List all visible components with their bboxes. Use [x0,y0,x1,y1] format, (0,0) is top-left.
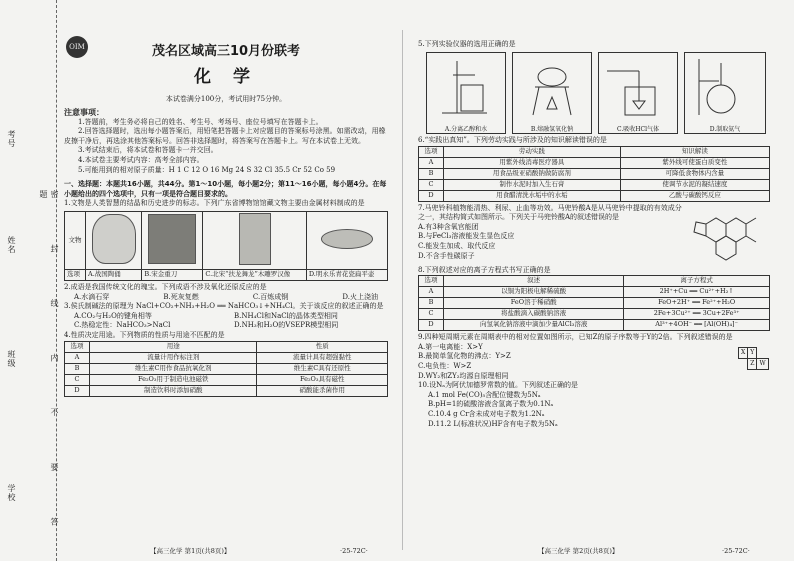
q4-table [64,341,388,397]
table-header: 选项 [419,276,444,287]
table-cell: 可降低食物体内含量 [620,168,769,179]
q2-option-d: D.火上浇油 [342,292,378,301]
table-cell: 使调节水泥的凝结速度 [620,179,769,190]
left-column [64,108,388,397]
table-row [419,298,770,309]
binding-strip [0,0,57,561]
table-cell: 向氢氧化钠溶液中滴加少量AlCl₃溶液 [444,320,624,331]
notice-item: 5.可能用到的相对原子质量：H 1 C 12 O 16 Mg 24 S 32 Cl 35.5 Cr 52 Co 59 [78,165,336,174]
q7-option-d: D.不含手性碳原子 [418,251,475,260]
table-cell: C [65,374,90,385]
crucible-tripod-icon [513,53,591,121]
q6-table [418,146,770,202]
artifact-row-label: 文物 [65,211,86,269]
question-6: 6.“实践出真知”。下列劳动实践与所涉及的知识解读错误的是 [418,136,607,144]
question-5: 5.下列实验仪器的选用正确的是 [418,40,516,48]
table-cell: A [419,157,444,168]
question-7: 7.马兜铃科植物能清热、利尿、止血等功效。马兜铃酸A是从马兜铃中提取的有效成分之一，其结构简式如图所示。下列关于马兜铃酸A的叙述错误的是 [418,203,682,222]
q3-option-d: D.NH₃和H₂O的VSEPR模型相同 [234,321,339,330]
table-cell: 用食品级亚硝酸钠做防腐剂 [444,168,621,179]
q1-option-a: A.战国陶俑 [86,269,142,280]
porcelain-flask-image [321,229,373,249]
q1-option-b: B.宋金重刀 [142,269,203,280]
aristolochic-acid-structure-icon [686,204,766,266]
table-header: 性质 [257,341,388,352]
table-cell: 制造饮料时添加硝酸 [90,385,257,396]
table-cell: D [419,320,444,331]
q7-option-c: C.能发生加成、取代反应 [418,241,496,250]
table-row [419,168,770,179]
q1-artifact-table [64,211,388,281]
table-row [419,190,770,201]
table-cell: C [419,309,444,320]
table-cell: Fe₂O₃用于制造电池磁铁 [90,374,257,385]
table-cell: 将盐酸滴入碳酸钠溶液 [444,309,624,320]
grid-cell: X [739,348,748,359]
table-cell: FeO溶于稀硝酸 [444,298,624,309]
right-column [418,40,770,50]
q9-option-b: B.最简单氢化物的沸点：Y>Z [418,352,511,361]
table-cell: A [65,352,90,363]
table-header: 叙述 [444,276,624,287]
pottery-figure-image [92,214,136,264]
q9-option-c: C.电负性：W>Z [418,361,472,370]
q5-option-d-label: D.制取氨气 [709,126,741,133]
q3-option-c: C.热稳定性：NaHCO₃>NaCl [74,321,171,330]
q7-text [418,204,686,266]
table-cell: B [65,363,90,374]
table-cell: 紫外线可使蛋白质变性 [620,157,769,168]
table-cell: 流量计具有超强黏性 [257,352,388,363]
exam-no-label: 考号 [7,130,16,148]
q5-option-c-box [598,52,678,134]
table-row [419,157,770,168]
table-cell: 2Fe+3Cu²⁺ ══ 3Cu+2Fe³⁺ [624,309,770,320]
q3-option-b: B.NH₄Cl和NaCl的晶体类型相同 [234,311,338,320]
q5-option-b-label: B.熔融氢氧化钠 [530,126,574,133]
table-header: 用途 [90,341,257,352]
question-10: 10.设Nₐ为阿伏加德罗常数的值。下列叙述正确的是 [418,381,578,390]
footer-left-label: 【高三化学 第1页(共8页)】 [150,547,231,555]
question-3: 3.侯氏制碱法的原理为 NaCl+CO₂+NH₃+H₂O ══ NaHCO₃↓+NH₄Cl。关于该反应的叙述正确的是 [64,302,384,311]
table-cell: 以铜为阳极电解稀硫酸 [444,287,624,298]
notice-item: 1.答题前，考生务必将自己的姓名、考生号、考场号、座位号填写在答题卡上。 [78,117,323,126]
table-cell: 用食醋清洗水垢中的水垢 [444,190,621,201]
table-header: 劳动实践 [444,146,621,157]
q2-option-c: C.百炼成钢 [252,292,289,301]
table-row [419,320,770,331]
table-cell: 制作水泥时加入生石膏 [444,179,621,190]
q3-options-row2 [64,321,388,331]
table-cell: B [419,168,444,179]
q10-option-c: C.10.4 g Cr含未成对电子数为1.2Nₐ [428,409,545,418]
question-1: 1.文物是人类智慧的结晶和历史进步的标志。下列广东省博物馆馆藏文物主要由金属材料制成的是 [64,199,365,208]
q1-option-d: D.明永乐青花瓷扁平壶 [306,269,387,280]
q5-option-b-box [512,52,592,134]
q9-block [418,333,770,381]
grid-cell: W [757,359,768,370]
table-cell: 维生素C用作食品抗氧化剂 [90,363,257,374]
q10-option-a: A.1 mol Fe(CO)₅含配位键数为5Nₐ [428,390,541,399]
q2-option-b: B.死灰复燃 [163,292,199,301]
table-header: 知识解读 [620,146,769,157]
grid-cell: Z [748,359,757,370]
q9-option-d: D.WY₂和ZY₂均源自原理相同 [418,371,509,380]
q3-option-a: A.CO₂与H₂O的键角相等 [74,311,152,320]
footer-left-code: ·25-72C· [340,547,368,555]
table-row [419,309,770,320]
notice-item: 3.考试结束后，将本试卷和答题卡一并交回。 [78,146,218,155]
q2-options [64,293,388,303]
class-label: 班级 [7,350,16,368]
table-cell: FeO+2H⁺ ══ Fe²⁺+H₂O [624,298,770,309]
table-cell: C [419,179,444,190]
q5-option-c-label: C.吸收HCl气体 [616,126,660,133]
subject-title: 化 学 [194,67,258,87]
distillation-apparatus-icon [427,53,505,121]
q7-option-b: B.与FeCl₃溶液能发生显色反应 [418,232,515,241]
question-9: 9.四种短周期元素在周期表中的相对位置如图所示，已知Z的原子序数等于Y的2倍。下列叙述错误的是 [418,333,733,342]
table-cell: Al³⁺+4OH⁻ ══ [Al(OH)₄]⁻ [624,320,770,331]
table-header: 选项 [65,341,90,352]
seal-line-text: 密 封 线 内 不 要 答 题 [39,190,59,548]
table-header: 离子方程式 [624,276,770,287]
footer-right-code: ·25-72C· [722,547,750,555]
notice-title: 注意事项： [64,108,104,117]
table-row [65,363,388,374]
q7-option-a: A.有3种含氧官能团 [418,222,479,231]
q9-text [418,333,738,381]
question-2: 2.成语是我国传统文化的瑰宝。下列成语不涉及氧化还原反应的是 [64,282,267,291]
q8-table [418,275,770,331]
table-cell: A [419,287,444,298]
q5-option-a-box [426,52,506,134]
table-cell: 乙酸与碳酸钙反应 [620,190,769,201]
column-divider [402,30,403,550]
table-cell: 硝酸能杀菌作用 [257,385,388,396]
q5-option-d-box [684,52,766,134]
section-heading: 一、选择题：本题共16小题，共44分。第1～10小题，每小题2分；第11～16小题，每小题4分。在每小题给出的四个选项中，只有一项是符合题目要求的。 [64,180,387,198]
bronze-blade-image [148,214,196,264]
question-8: 8.下列叙述对应的离子方程式书写正确的是 [418,265,551,274]
exam-title: 茂名区域高三10月份联考 [151,44,301,59]
table-cell: D [65,385,90,396]
table-cell: 流量计用作标注剂 [90,352,257,363]
q9-periodic-grid [738,347,769,370]
table-cell: 用紫外线消毒医疗器具 [444,157,621,168]
notice-item: 2.回答选择题时，选出每小题答案后，用铅笔把答题卡上对应题目的答案标号涂黑。如需改动，用橡皮擦干净后，再选涂其他答案标号。回答非选择题时，将答案写在答题卡上。写在本试卷上无效。 [64,127,386,145]
table-header: 选项 [419,146,444,157]
table-row [65,352,388,363]
table-cell: B [419,298,444,309]
footer-right-label: 【高三化学 第2页(共8页)】 [538,547,619,555]
table-cell: 2H⁺+Cu ══ Cu²⁺+H₂↑ [624,287,770,298]
q9-option-a: A.第一电离能：X>Y [418,342,483,351]
name-label: 姓名 [7,236,16,254]
question-4: 4.性质决定用途。下列物质的性质与用途不匹配的是 [64,330,225,339]
exam-info: 本试卷满分100分，考试用时75分钟。 [165,95,287,103]
q5-option-a-label: A.分离乙醇和水 [444,126,488,133]
table-cell: 维生素C具有还原性 [257,363,388,374]
table-row [419,287,770,298]
table-row [65,374,388,385]
school-logo: OIM [66,36,88,58]
table-row [419,179,770,190]
q10-option-d: D.11.2 L(标准状况)HF含有电子数为5Nₐ [428,419,558,428]
table-cell: D [419,190,444,201]
q1-option-c: C.北宋“扶龙舞龙”木雕罗汉像 [203,269,307,280]
table-cell: Fe₂O₃具有磁性 [257,374,388,385]
grid-cell: Y [748,348,757,359]
q2-option-a: A.水滴石穿 [74,292,110,301]
school-label: 学校 [7,484,16,502]
option-row-label: 选项 [65,269,86,280]
right-column-lower [418,136,770,429]
notice-item: 4.本试卷主要考试内容：高考全部内容。 [78,155,204,164]
q3-options-row1 [64,312,388,322]
table-row [65,385,388,396]
wood-statue-image [239,213,271,265]
ammonia-prep-icon [685,53,765,121]
q7-block [418,204,770,266]
gas-absorption-icon [599,53,677,121]
q10-option-b: B.pH=1的硫酸溶液含氢离子数为0.1Nₐ [428,400,554,409]
